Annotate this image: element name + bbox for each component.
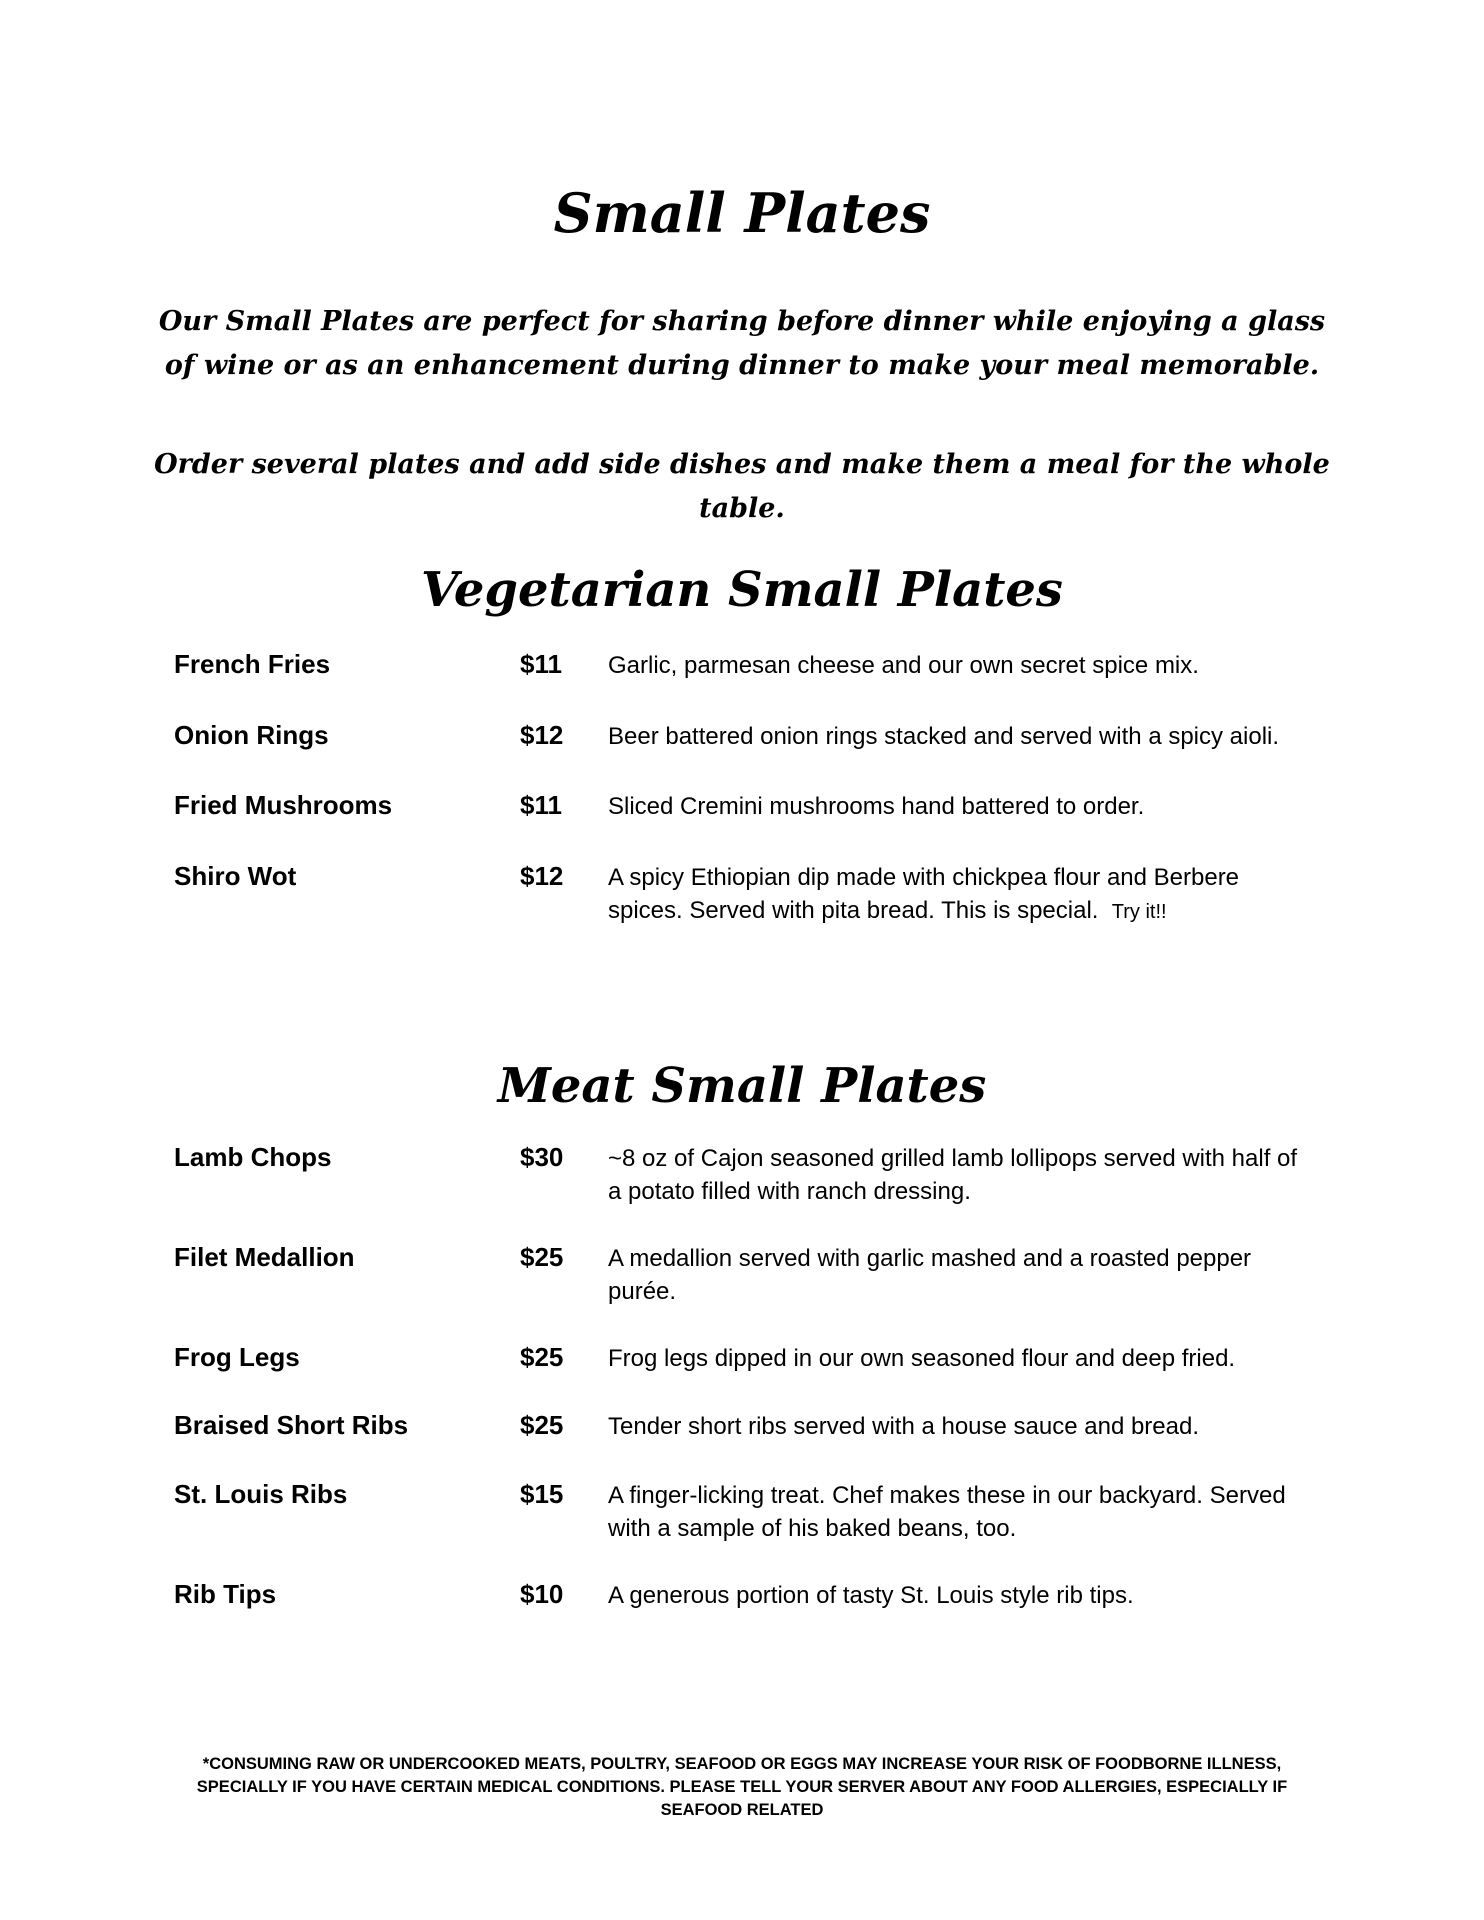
item-description [608,861,1308,929]
item-price: $12 [520,861,564,891]
item-description: Sliced Cremini mushrooms hand battered to order. [608,793,1145,820]
item-name: Braised Short Ribs [174,1410,409,1440]
item-description: Garlic, parmesan cheese and our own secret spice mix. [608,652,1199,679]
item-name: Rib Tips [174,1579,277,1609]
page-title: Small Plates [553,181,931,245]
intro-paragraph-sharing: Our Small Plates are perfect for sharing before dinner while enjoying a glass of wine or as an enhancement during dinner to make your meal memorable. [158,306,1326,381]
item-name: French Fries [174,649,331,679]
item-note: Try it!! [1111,901,1167,923]
item-name: Lamb Chops [174,1142,332,1172]
item-name: St. Louis Ribs [174,1479,348,1509]
item-description: ~8 oz of Cajon seasoned grilled lamb lollipops served with half of a potato filled with ranch dressing. [608,1145,1298,1205]
item-description: Beer battered onion rings stacked and served with a spicy aioli. [608,723,1280,750]
item-price: $10 [520,1579,564,1609]
food-safety-disclaimer: *CONSUMING RAW OR UNDERCOOKED MEATS, POULTRY, SEAFOOD OR EGGS MAY INCREASE YOUR RISK OF FOODBORNE ILLNESS, SPECIALLY IF YOU HAVE CERTAIN MEDICAL CONDITIONS. PLEASE TELL YOUR SERVER ABOUT ANY FOOD ALLERGIES, ESPECIALLY IF SEAFOOD RELATED [196,1755,1288,1819]
item-price: $11 [520,790,562,820]
intro-paragraph-order: Order several plates and add side dishes and make them a meal for the whole table. [154,449,1330,524]
item-name: Shiro Wot [174,861,297,891]
item-description: Tender short ribs served with a house sauce and bread. [608,1413,1200,1440]
item-name: Onion Rings [174,720,329,750]
item-name: Fried Mushrooms [174,790,393,820]
item-price: $15 [520,1479,564,1509]
item-description: Frog legs dipped in our own seasoned flour and deep fried. [608,1345,1236,1372]
meat-section-title: Meat Small Plates [497,1058,987,1114]
item-description-text: A spicy Ethiopian dip made with chickpea flour and Berbere spices. Served with pita bread. This is special. [608,864,1240,924]
item-price: $25 [520,1342,564,1372]
item-price: $12 [520,720,564,750]
item-price: $25 [520,1242,564,1272]
item-name: Frog Legs [174,1342,300,1372]
item-description: A generous portion of tasty St. Louis style rib tips. [608,1582,1134,1609]
item-description: A medallion served with garlic mashed and a roasted pepper purée. [608,1245,1252,1305]
item-name: Filet Medallion [174,1242,355,1272]
vegetarian-section-title: Vegetarian Small Plates [421,562,1063,618]
item-price: $11 [520,649,562,679]
item-description: A finger-licking treat. Chef makes these in our backyard. Served with a sample of his baked beans, too. [608,1482,1286,1542]
item-price: $30 [520,1142,564,1172]
item-price: $25 [520,1410,564,1440]
